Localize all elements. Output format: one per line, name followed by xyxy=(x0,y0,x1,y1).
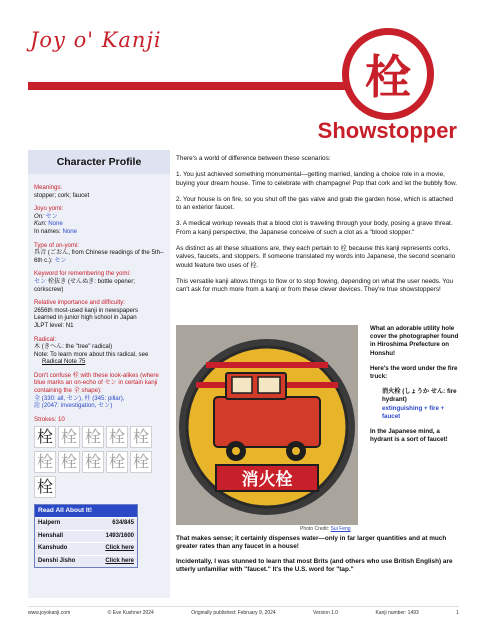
caption-paragraph: What an adorable utility hole cover the photographer found in Hiroshima Prefecture on Honshu! xyxy=(370,325,459,357)
closing-text xyxy=(176,535,459,580)
footer-page-number: 1 xyxy=(456,610,459,616)
stroke-step: 栓 xyxy=(106,451,128,473)
read-all-heading: Read All About It! xyxy=(35,505,137,517)
page-footer xyxy=(28,606,459,616)
reference-value: 634/845 xyxy=(112,520,134,527)
type-section xyxy=(34,242,164,265)
page-title: Showstopper xyxy=(317,118,457,143)
character-profile-sidebar xyxy=(28,150,170,598)
article-paragraph: 1. You just achieved something monumental—getting married, landing a choice role in a movie, buying your dream house. Time to celebrate with champagne! Pop that cork and let the bubbly flow. xyxy=(176,171,457,187)
joyo-yomi-section xyxy=(34,205,164,235)
radical-section xyxy=(34,336,164,366)
sign-text: 消火栓 xyxy=(241,470,293,490)
radical-note-link[interactable]: Radical Note 75 xyxy=(42,358,86,366)
lookalike-line-2: 詮 (2047: investigation, セン) xyxy=(34,402,113,410)
frequency-line-3: JLPT level: N1 xyxy=(34,321,74,329)
header-band xyxy=(28,82,346,90)
kanji-character: 栓 xyxy=(365,50,411,104)
stroke-step: 栓 xyxy=(34,426,56,448)
manhole-cover-illustration xyxy=(176,325,358,525)
type-text: 呉音 (ごおん, from Chinese readings of the 5th–6th c.): xyxy=(34,249,164,264)
sidebar-heading: Character Profile xyxy=(28,150,170,174)
keyword-section xyxy=(34,270,164,293)
meanings-value: stopper; cork; faucet xyxy=(34,191,90,199)
reference-name: Kanshudo xyxy=(38,545,68,552)
photo-credit-label: Photo Credit: xyxy=(300,526,330,532)
type-value: セン xyxy=(54,256,67,264)
stroke-step: 栓 xyxy=(82,426,104,448)
meanings-label: Meanings: xyxy=(34,184,63,191)
meanings-section xyxy=(34,184,164,199)
photo-credit xyxy=(300,526,351,532)
kanshudo-link[interactable]: Click here xyxy=(105,545,134,552)
lookalike-section xyxy=(34,372,164,410)
frequency-line-1: 2656th most-used kanji in newspapers xyxy=(34,306,138,314)
manhole-cover-photo xyxy=(176,325,358,525)
reference-row xyxy=(35,555,137,568)
joyo-label: Joyo yomi: xyxy=(34,205,64,213)
photo-credit-link[interactable]: Sui Feng xyxy=(330,526,351,532)
footer-copyright: © Eve Kushner 2024 xyxy=(107,610,154,616)
reference-value: 1493/1600 xyxy=(105,532,134,539)
article-paragraph: 3. A medical workup reveals that a blood clot is traveling through your body, posing a grave threat. From a kanji perspective, the Japanese conceive of such a clot as a "blood stopper." xyxy=(176,220,453,236)
stroke-step: 栓 xyxy=(58,451,80,473)
stroke-step: 栓 xyxy=(82,451,104,473)
footer-site[interactable]: www.joyokanji.com xyxy=(28,610,71,616)
names-label: In names: xyxy=(34,227,61,235)
read-all-about-it-box xyxy=(34,504,138,568)
kun-label: Kun: xyxy=(34,220,47,228)
keyword-term: セン xyxy=(34,277,47,285)
photo-caption xyxy=(370,325,462,451)
footer-version: Version 1.0 xyxy=(313,610,339,616)
names-value: None xyxy=(62,227,78,235)
reference-row xyxy=(35,517,137,530)
reference-row xyxy=(35,542,137,555)
stroke-step: 栓 xyxy=(34,451,56,473)
reference-name: Denshi Jisho xyxy=(38,557,76,564)
stroke-order-grid xyxy=(34,426,164,498)
footer-kanji-number: Kanji number: 1493 xyxy=(375,610,419,616)
stroke-step: 栓 xyxy=(34,476,56,498)
caption-breakdown: extinguishing + fire + faucet xyxy=(382,404,445,420)
stroke-step: 栓 xyxy=(130,426,152,448)
denshi-jisho-link[interactable]: Click here xyxy=(105,557,134,564)
keyword-text: 栓抜き (せんぬき: bottle opener; corkscrew) xyxy=(34,277,135,293)
main-article xyxy=(176,155,459,303)
kun-value: None xyxy=(48,220,63,228)
caption-paragraph: In the Japanese mind, a hydrant is a sort of faucet! xyxy=(370,428,448,444)
lookalike-label: Don't confuse 栓 with these look-alikes (where blue marks an on-echo of セン in certain kanji containing the 全 shape): xyxy=(34,371,159,395)
frequency-section xyxy=(34,299,164,329)
footer-published: Originally published: February 9, 2024 xyxy=(191,610,276,616)
radical-label: Radical: xyxy=(34,335,57,343)
keyword-label: Keyword for remembering the yomi: xyxy=(34,270,131,278)
article-paragraph: There's a world of difference between these scenarios: xyxy=(176,155,331,162)
reference-name: Henshall xyxy=(38,532,64,539)
article-paragraph: As distinct as all these situations are, they each pertain to 栓 because this kanji represents corks, valves, faucets, and stoppers. If someone translated my words into Japanese, the second scenario would feature two uses of 栓. xyxy=(176,245,456,269)
kanji-badge xyxy=(342,28,434,120)
frequency-line-2: Learned in junior high school in Japan xyxy=(34,314,137,322)
article-paragraph: This versatile kanji allows things to flow or to stop flowing, depending on what the user needs. You can't ask for much more from a kanji or from these clever devices. They're true showstoppers! xyxy=(176,277,454,294)
joy-o-kanji-logo xyxy=(30,28,200,68)
radical-note: Note: To learn more about this radical, see xyxy=(34,350,149,358)
type-label: Type of on-yomi: xyxy=(34,241,80,249)
radical-text: 木 (きへん: the "tree" radical) xyxy=(34,343,113,351)
logo-text: Joy o' Kanji xyxy=(30,28,162,52)
stroke-step: 栓 xyxy=(130,451,152,473)
on-value: セン xyxy=(45,212,58,220)
stroke-step: 栓 xyxy=(106,426,128,448)
strokes-section xyxy=(34,416,164,499)
strokes-label: Strokes: 10 xyxy=(34,415,65,423)
stroke-step: 栓 xyxy=(58,426,80,448)
frequency-label: Relative importance and difficulty: xyxy=(34,299,126,307)
caption-paragraph: Here's the word under the fire truck: xyxy=(370,364,458,381)
closing-paragraph: That makes sense; it certainly dispenses water—only in far larger quantities and at much greater rates than any faucet in a house! xyxy=(176,535,447,551)
closing-paragraph: Incidentally, I was stunned to learn that most Brits (and others who use British English) are utterly unfamiliar with "faucet." It's the U.S. word for "tap." xyxy=(176,557,453,573)
reference-name: Halpern xyxy=(38,520,61,527)
on-label: On: xyxy=(34,212,44,220)
article-paragraph: 2. Your house is on fire, so you shut off the gas valve and grab the garden hose, which is attached to an exterior faucet. xyxy=(176,195,453,212)
lookalike-line-1: 全 (330: all, セン), 柱 (345: pillar), xyxy=(34,394,125,402)
caption-term: 消火栓 (しょうか せん: fire hydrant) xyxy=(382,388,457,404)
reference-row xyxy=(35,530,137,543)
